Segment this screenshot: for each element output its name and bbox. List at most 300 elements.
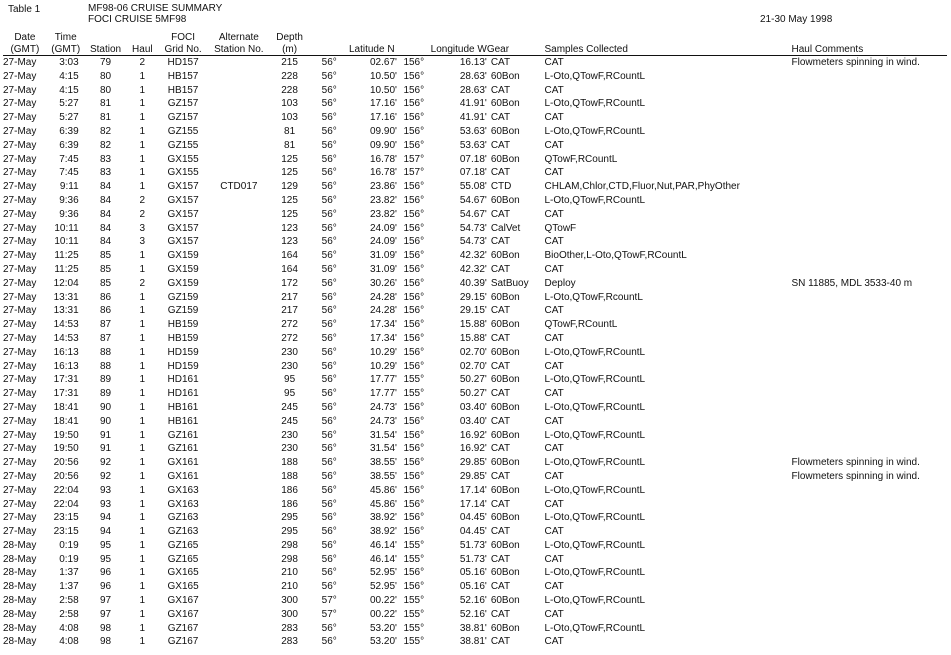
cell-date: 27-May [3,319,37,331]
cell-date: 27-May [3,415,37,427]
cell-lat-min: 24.73' [369,415,397,427]
col-header-station: Station [89,44,122,55]
cell-lat-deg: 56° [321,125,337,137]
cell-lon-deg: 155° [403,622,425,634]
cell-lat-min: 23.82' [369,194,397,206]
cell-comments [792,511,951,525]
cell-grid: GZ155 [167,125,199,137]
cell-depth: 103 [281,98,298,110]
cell-samples: Deploy [544,277,576,289]
cell-grid: HB157 [167,84,199,96]
cell-comments [792,70,951,84]
cell-samples: L-Oto,QTowF,RCountL [544,194,646,206]
cell-lat-deg: 56° [321,415,337,427]
cell-lon-deg: 156° [403,236,425,248]
cell-depth: 125 [281,167,298,179]
cell-station: 80 [99,84,112,96]
cell-comments [792,263,951,277]
cell-station: 88 [99,360,112,372]
cell-gear: CAT [490,608,511,620]
cell-grid: GX155 [167,167,199,179]
table-row [3,360,951,374]
cell-lat-min: 00.22' [369,608,397,620]
cell-lon-min: 04.45' [459,512,487,524]
cell-date: 27-May [3,305,37,317]
cell-lon-deg: 155° [403,374,425,386]
cell-haul: 1 [139,139,146,151]
cell-haul: 1 [139,512,146,524]
table-row [3,84,951,98]
cell-grid: GX157 [167,222,199,234]
cell-time: 4:08 [59,622,79,634]
cell-lat-min: 17.34' [369,319,397,331]
cell-alt [208,415,270,429]
cell-lat-deg: 56° [321,401,337,413]
cell-lon-deg: 156° [403,208,425,220]
cell-alt [208,498,270,512]
cell-gear: CalVet [490,222,521,234]
table-row [3,318,951,332]
cell-depth: 217 [281,291,298,303]
cell-gear: CAT [490,443,511,455]
cell-station: 85 [99,277,112,289]
cell-lon-deg: 156° [403,415,425,427]
cell-date: 27-May [3,512,37,524]
cell-lat-deg: 56° [321,388,337,400]
cell-time: 4:08 [59,636,79,648]
cell-haul: 2 [139,194,146,206]
cell-time: 9:36 [59,208,79,220]
cell-lon-deg: 156° [403,291,425,303]
cell-time: 22:04 [53,498,79,510]
cell-station: 97 [99,608,112,620]
cell-lon-deg: 156° [403,277,425,289]
cell-lon-deg: 156° [403,512,425,524]
cell-lat-deg: 56° [321,277,337,289]
cell-lon-min: 42.32' [459,250,487,262]
cell-lat-deg: 56° [321,57,337,68]
cell-grid: GZ155 [167,139,199,151]
cell-lon-min: 15.88' [459,319,487,331]
cell-lat-deg: 56° [321,208,337,220]
cell-date: 27-May [3,153,37,165]
col-header-lat-min: Latitude N [348,44,395,55]
cell-lon-deg: 156° [403,526,425,538]
cell-date: 27-May [3,526,37,538]
cell-comments [792,249,951,263]
cell-lat-min: 24.28' [369,291,397,303]
cell-station: 82 [99,125,112,137]
cell-lat-min: 17.77' [369,388,397,400]
cell-alt [208,622,270,636]
cell-comments [792,97,951,111]
cell-lon-deg: 155° [403,636,425,648]
cell-station: 93 [99,484,112,496]
table-row [3,97,951,111]
cell-depth: 188 [281,457,298,469]
header-row [3,31,951,56]
cell-samples: L-Oto,QTowF,RCountL [544,622,646,634]
cell-grid: GZ161 [167,443,199,455]
cell-comments [792,498,951,512]
cell-haul: 1 [139,581,146,593]
cell-station: 84 [99,194,112,206]
cell-lat-min: 24.28' [369,305,397,317]
cell-haul: 1 [139,401,146,413]
cell-lon-min: 15.88' [459,332,487,344]
cell-date: 27-May [3,84,37,96]
cell-lon-min: 38.81' [459,636,487,648]
cell-station: 86 [99,305,112,317]
cell-samples: L-Oto,QTowF,RcountL [544,291,643,303]
cell-lon-min: 16.92' [459,429,487,441]
cell-lon-min: 54.67' [459,208,487,220]
cell-samples: QTowF,RCountL [544,319,618,331]
cell-lon-deg: 156° [403,263,425,275]
cell-date: 27-May [3,263,37,275]
table-row [3,125,951,139]
cell-lat-deg: 57° [321,608,337,620]
cell-samples: L-Oto,QTowF,RCountL [544,98,646,110]
cell-haul: 1 [139,498,146,510]
cell-station: 98 [99,636,112,648]
cell-station: 85 [99,250,112,262]
table-row [3,566,951,580]
table-label: Table 1 [8,4,41,15]
cell-grid: HB161 [167,401,199,413]
cell-alt [208,153,270,167]
cell-depth: 300 [281,608,298,620]
cell-lat-deg: 56° [321,305,337,317]
table-row [3,277,951,291]
cell-date: 27-May [3,277,37,289]
table-row [3,498,951,512]
cell-grid: GX159 [167,250,199,262]
cell-haul: 1 [139,567,146,579]
cell-alt [208,594,270,608]
cell-grid: GZ157 [167,98,199,110]
cell-date: 27-May [3,222,37,234]
cell-comments [792,291,951,305]
cell-alt [208,166,270,180]
cell-lon-deg: 155° [403,553,425,565]
cell-lon-min: 03.40' [459,415,487,427]
cell-time: 9:36 [59,194,79,206]
cell-date: 27-May [3,125,37,137]
cell-date: 28-May [3,539,37,551]
cell-lon-min: 54.67' [459,194,487,206]
cell-grid: GX165 [167,581,199,593]
cell-station: 97 [99,595,112,607]
cell-comments [792,401,951,415]
cell-grid: GX159 [167,263,199,275]
cell-depth: 164 [281,263,298,275]
cell-lat-min: 52.95' [369,567,397,579]
cell-lat-deg: 56° [321,457,337,469]
cell-depth: 186 [281,484,298,496]
cell-haul: 1 [139,526,146,538]
cell-time: 3:03 [59,57,79,68]
cell-lon-min: 07.18' [459,153,487,165]
cell-lat-deg: 56° [321,332,337,344]
cell-haul: 1 [139,125,146,137]
cell-lat-min: 10.50' [369,84,397,96]
cell-lat-min: 17.16' [369,98,397,110]
cruise-subtitle: FOCI CRUISE 5MF98 [88,14,187,25]
cell-depth: 228 [281,84,298,96]
cell-lon-min: 05.16' [459,567,487,579]
cell-lon-deg: 156° [403,305,425,317]
cell-gear: 60Bon [490,429,520,441]
date-range: 21-30 May 1998 [760,14,833,25]
cell-haul: 1 [139,98,146,110]
cell-samples: L-Oto,QTowF,RCountL [544,429,646,441]
cell-lat-min: 38.55' [369,470,397,482]
cell-lon-deg: 155° [403,595,425,607]
cell-comments [792,139,951,153]
cell-depth: 295 [281,512,298,524]
cell-lat-min: 09.90' [369,125,397,137]
table-body [3,56,951,649]
cell-lat-deg: 56° [321,250,337,262]
cell-lon-min: 29.85' [459,470,487,482]
cell-alt [208,539,270,553]
cell-station: 84 [99,181,112,193]
cell-alt [208,304,270,318]
cell-gear: CAT [490,208,511,220]
cell-grid: HD161 [167,388,199,400]
cell-samples: L-Oto,QTowF,RCountL [544,346,646,358]
table-row [3,539,951,553]
cell-lon-deg: 156° [403,332,425,344]
cell-alt [208,208,270,222]
cell-lat-deg: 56° [321,470,337,482]
cell-alt [208,635,270,649]
cell-lon-deg: 156° [403,443,425,455]
cell-haul: 1 [139,346,146,358]
cell-time: 19:50 [53,443,79,455]
cell-time: 20:56 [53,457,79,469]
cell-lon-deg: 157° [403,153,425,165]
cell-date: 27-May [3,484,37,496]
cell-comments [792,208,951,222]
cell-grid: GX167 [167,608,199,620]
cell-date: 27-May [3,429,37,441]
col-header-lon-min: Longitude W [430,44,487,55]
cell-grid: GZ167 [167,636,199,648]
cell-gear: 60Bon [490,512,520,524]
cell-station: 84 [99,222,112,234]
cell-samples: CAT [544,498,564,510]
cell-haul: 1 [139,112,146,124]
cell-depth: 298 [281,539,298,551]
cell-haul: 1 [139,167,146,179]
cell-lat-deg: 56° [321,374,337,386]
cell-lat-deg: 56° [321,153,337,165]
cell-lon-min: 40.39' [459,277,487,289]
table-row [3,139,951,153]
cell-gear: 60Bon [490,319,520,331]
cell-station: 98 [99,622,112,634]
cell-time: 22:04 [53,484,79,496]
cell-station: 81 [99,98,112,110]
table-row [3,622,951,636]
cell-lat-deg: 56° [321,567,337,579]
cell-samples: CAT [544,236,564,248]
cell-lon-deg: 156° [403,401,425,413]
cell-time: 10:11 [54,236,79,248]
cell-comments: SN 11885, MDL 3533-40 m [791,277,913,289]
cell-lat-min: 46.14' [369,539,397,551]
cell-time: 17:31 [53,374,79,386]
cell-lon-min: 50.27' [459,374,487,386]
cell-samples: L-Oto,QTowF,RCountL [544,125,646,137]
table-row [3,580,951,594]
cell-depth: 210 [281,581,298,593]
cell-haul: 1 [139,263,146,275]
cell-gear: CAT [490,112,511,124]
cell-haul: 1 [139,153,146,165]
cell-lat-deg: 56° [321,484,337,496]
cell-grid: GX157 [167,208,199,220]
cell-grid: GZ165 [167,553,199,565]
cell-date: 27-May [3,250,37,262]
cell-haul: 1 [139,305,146,317]
col-header-grid: FOCI Grid No. [164,32,202,55]
cell-lon-deg: 156° [403,429,425,441]
col-header-alt: Alternate Station No. [214,32,264,55]
cell-grid: GZ157 [167,112,199,124]
cell-date: 27-May [3,332,37,344]
cell-lon-min: 17.14' [459,484,487,496]
cell-lat-deg: 56° [321,360,337,372]
cell-lat-min: 16.78' [369,167,397,179]
cell-depth: 228 [281,70,298,82]
cell-grid: GX159 [167,277,199,289]
cell-gear: 60Bon [490,250,520,262]
cell-samples: CAT [544,636,564,648]
cell-time: 0:19 [59,553,79,565]
cell-lat-deg: 56° [321,581,337,593]
cell-gear: CAT [490,526,511,538]
cell-gear: CAT [490,498,511,510]
cell-station: 84 [99,208,112,220]
cell-grid: HD157 [167,57,199,68]
cell-grid: GX165 [167,567,199,579]
cell-time: 18:41 [53,401,79,413]
cell-samples: L-Oto,QTowF,RCountL [544,539,646,551]
cell-depth: 272 [281,332,298,344]
cell-time: 10:11 [54,222,79,234]
cell-time: 20:56 [53,470,79,482]
cell-samples: CAT [544,167,564,179]
cell-comments [792,125,951,139]
cell-date: 27-May [3,194,37,206]
cell-time: 1:37 [59,567,79,579]
table-row [3,208,951,222]
cell-grid: GX155 [167,153,199,165]
cell-haul: 1 [139,622,146,634]
cell-lat-min: 16.78' [369,153,397,165]
cell-samples: CAT [544,581,564,593]
cruise-summary-table [3,31,951,649]
cell-lat-min: 53.20' [369,622,397,634]
cell-lat-min: 31.09' [369,250,397,262]
col-header-time: Time (GMT) [51,32,81,55]
cell-haul: 1 [139,415,146,427]
cell-alt [208,222,270,236]
cell-station: 82 [99,139,112,151]
cell-lat-min: 24.73' [369,401,397,413]
cell-comments: Flowmeters spinning in wind. [791,457,920,469]
cell-lon-deg: 156° [403,222,425,234]
cell-comments [792,553,951,567]
cell-alt [208,111,270,125]
cell-station: 92 [99,457,112,469]
cell-lon-deg: 156° [403,250,425,262]
cell-samples: CAT [544,415,564,427]
col-header-haul: Haul [132,44,153,55]
cell-haul: 1 [139,291,146,303]
cell-lon-deg: 155° [403,539,425,551]
cell-station: 89 [99,388,112,400]
cell-lat-min: 17.77' [369,374,397,386]
cell-samples: QTowF [544,222,577,234]
cell-time: 11:25 [54,250,79,262]
cell-haul: 1 [139,457,146,469]
cell-lat-deg: 56° [321,112,337,124]
cell-lon-min: 52.16' [459,608,487,620]
col-header-lon-deg [397,31,431,56]
cell-depth: 215 [281,57,298,68]
cell-grid: GZ163 [167,526,199,538]
cell-depth: 129 [281,181,298,193]
cell-alt [208,125,270,139]
cell-samples: CAT [544,443,564,455]
cell-comments [792,332,951,346]
cell-samples: CAT [544,57,564,68]
table-row [3,456,951,470]
cell-alt [208,442,270,456]
cell-comments [792,622,951,636]
cell-lat-min: 24.09' [369,236,397,248]
cell-lon-min: 41.91' [459,98,487,110]
cell-lon-deg: 156° [403,84,425,96]
cell-samples: L-Oto,QTowF,RCountL [544,484,646,496]
cell-gear: 60Bon [490,346,520,358]
cell-lon-deg: 156° [403,346,425,358]
cell-lat-deg: 56° [321,319,337,331]
cell-time: 9:11 [59,181,79,193]
cell-alt [208,277,270,291]
cell-lat-deg: 56° [321,70,337,82]
cell-time: 5:27 [59,112,79,124]
cell-comments [792,194,951,208]
cell-alt [208,566,270,580]
cell-comments [792,415,951,429]
cell-station: 90 [99,401,112,413]
cell-lat-deg: 56° [321,181,337,193]
cell-depth: 81 [284,125,296,137]
table-row [3,153,951,167]
cell-lon-deg: 156° [403,194,425,206]
cell-haul: 1 [139,539,146,551]
table-row [3,387,951,401]
cell-haul: 2 [139,57,146,68]
cell-lat-deg: 56° [321,553,337,565]
cell-depth: 103 [281,112,298,124]
cell-date: 27-May [3,57,37,68]
